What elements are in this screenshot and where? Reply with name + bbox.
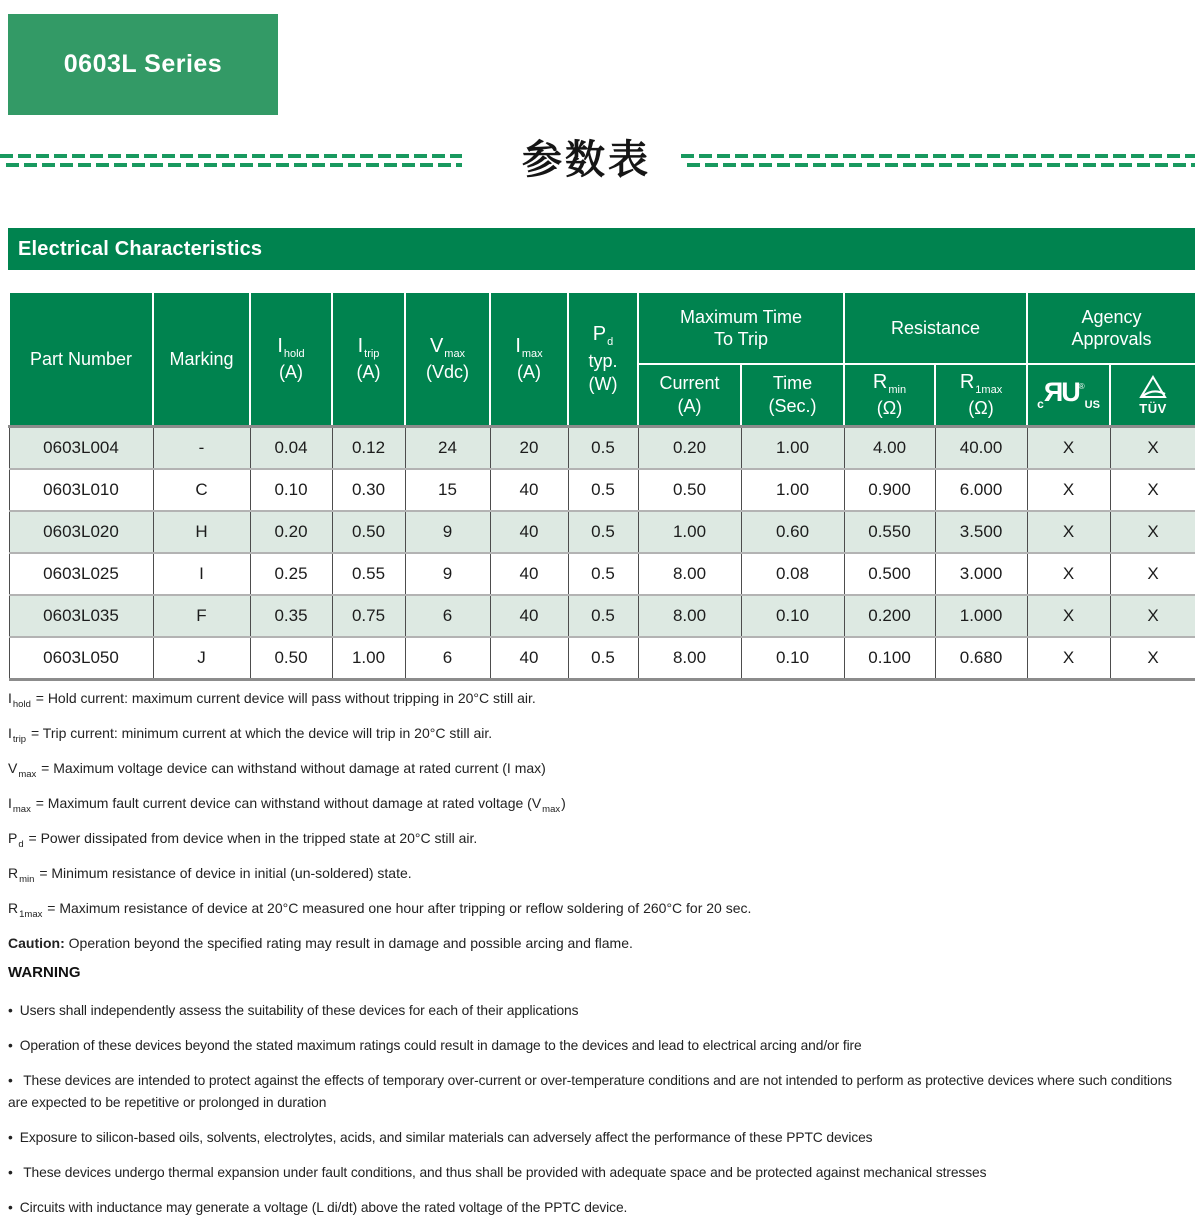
table-cell: 1.000 [935, 595, 1027, 637]
table-cell: 0.5 [568, 511, 638, 553]
table-cell: 0.200 [844, 595, 935, 637]
table-cell: X [1110, 511, 1195, 553]
table-cell: 0.12 [332, 426, 405, 469]
footnotes [8, 684, 1189, 958]
notes-section [8, 684, 1189, 1219]
table-cell: 40 [490, 637, 568, 680]
footnote-line: Caution: Operation beyond the specified rating may result in damage and possible arcing and flame. [8, 935, 633, 951]
table-cell: 0.75 [332, 595, 405, 637]
spec-table [8, 291, 1195, 681]
table-cell: 6 [405, 595, 490, 637]
group-header-resistance: Resistance [844, 292, 1027, 364]
table-cell: 0.10 [250, 469, 332, 511]
table-cell: X [1027, 426, 1110, 469]
table-cell: X [1110, 426, 1195, 469]
col-header-tuv [1110, 364, 1195, 426]
table-cell: 0.25 [250, 553, 332, 595]
col-header-imax: $I_{max}$ (A) [490, 292, 568, 426]
table-row [9, 595, 1195, 637]
table-cell: 0.50 [332, 511, 405, 553]
col-header-r1max: $R_{1max}$ (Ω) [935, 364, 1027, 426]
footnote-line: $I_{max}$ = Maximum fault current device can withstand without damage at rated voltage $(V_{max})$ [8, 795, 566, 815]
table-cell: X [1027, 511, 1110, 553]
warning-bullet: • These devices are intended to protect against the effects of temporary over-current or over-temperature conditions and are not intended to perform as protective devices where such conditions are expected to be repetitive or prolonged in duration [8, 1073, 1176, 1110]
table-cell: 40.00 [935, 426, 1027, 469]
table-cell: 24 [405, 426, 490, 469]
series-badge-label: 0603L Series [63, 50, 223, 78]
table-cell: 0.5 [568, 553, 638, 595]
table-cell: 0.50 [250, 637, 332, 680]
table-cell: H [153, 511, 250, 553]
electrical-characteristics-table [8, 291, 1195, 681]
table-cell: 0.20 [250, 511, 332, 553]
footnote-line: $R_{1max}$ = Maximum resistance of device at 20°C measured one hour after tripping or reflow soldering of 260°C for 20 sec. [8, 900, 752, 920]
table-row [9, 511, 1195, 553]
table-cell: X [1110, 595, 1195, 637]
table-cell: 8.00 [638, 595, 741, 637]
table-cell: 1.00 [741, 469, 844, 511]
table-cell: 0603L050 [9, 637, 153, 680]
table-cell: 0.10 [741, 595, 844, 637]
table-cell: 0.60 [741, 511, 844, 553]
col-header-ihold: $I_{hold}$ (A) [250, 292, 332, 426]
table-row [9, 553, 1195, 595]
table-cell: 0.550 [844, 511, 935, 553]
table-cell: 9 [405, 511, 490, 553]
table-cell: 0603L035 [9, 595, 153, 637]
table-row [9, 637, 1195, 680]
table-cell: 0.5 [568, 426, 638, 469]
footnote-line: $I_{trip}$ = Trip current: minimum current at which the device will trip in 20°C still air. [8, 725, 493, 745]
footnote-line: $R_{min}$ = Minimum resistance of device in initial (un-soldered) state. [8, 865, 412, 885]
tuv-icon [1138, 375, 1168, 400]
table-cell: 6.000 [935, 469, 1027, 511]
table-row [9, 426, 1195, 469]
table-cell: X [1027, 469, 1110, 511]
table-cell: 9 [405, 553, 490, 595]
table-cell: 0.10 [741, 637, 844, 680]
warning-bullet: • These devices undergo thermal expansion under fault conditions, and thus shall be provided with adequate space and be protected against mechanical stresses [8, 1165, 987, 1180]
table-cell: I [153, 553, 250, 595]
group-header-agency-approvals: Agency Approvals [1027, 292, 1195, 364]
table-cell: C [153, 469, 250, 511]
col-header-ul [1027, 364, 1110, 426]
table-cell: 1.00 [741, 426, 844, 469]
col-header-part-number: Part Number [9, 292, 153, 426]
table-cell: 0.900 [844, 469, 935, 511]
footnote-line: $P_d$ = Power dissipated from device when in the tripped state at 20°C still air. [8, 830, 478, 850]
table-cell: 0603L004 [9, 426, 153, 469]
table-cell: F [153, 595, 250, 637]
table-cell: 4.00 [844, 426, 935, 469]
table-cell: X [1027, 595, 1110, 637]
table-cell: 3.000 [935, 553, 1027, 595]
col-header-time: Time (Sec.) [741, 364, 844, 426]
table-cell: 0603L010 [9, 469, 153, 511]
col-header-vmax: $V_{max}$ (Vdc) [405, 292, 490, 426]
col-header-itrip: $I_{trip}$ (A) [332, 292, 405, 426]
table-cell: 1.00 [638, 511, 741, 553]
table-cell: 0.5 [568, 595, 638, 637]
col-header-marking: Marking [153, 292, 250, 426]
warning-title: WARNING [8, 964, 81, 981]
section-header-label: Electrical Characteristics [18, 237, 263, 260]
warning-bullet: • Circuits with inductance may generate a voltage (L di/dt) above the rated voltage of the PPTC device. [8, 1200, 628, 1215]
table-cell: 0.680 [935, 637, 1027, 680]
table-cell: J [153, 637, 250, 680]
table-cell: 0.08 [741, 553, 844, 595]
table-body [9, 426, 1195, 679]
table-cell: 15 [405, 469, 490, 511]
table-cell: 0.30 [332, 469, 405, 511]
table-cell: 0603L020 [9, 511, 153, 553]
table-cell: 40 [490, 511, 568, 553]
ul-recognized-icon: $_cЯU®_{US}$ [1037, 377, 1100, 412]
table-cell: 40 [490, 553, 568, 595]
table-cell: 0.55 [332, 553, 405, 595]
group-header-max-time-to-trip: Maximum Time To Trip [638, 292, 844, 364]
table-row [9, 469, 1195, 511]
table-cell: X [1027, 553, 1110, 595]
table-cell: 0603L025 [9, 553, 153, 595]
table-cell: 8.00 [638, 553, 741, 595]
warning-bullets [8, 1000, 1189, 1219]
table-cell: 20 [490, 426, 568, 469]
table-cell: 0.500 [844, 553, 935, 595]
table-cell: 0.100 [844, 637, 935, 680]
header-row-groups [9, 292, 1195, 364]
table-cell: 0.04 [250, 426, 332, 469]
table-cell: 40 [490, 469, 568, 511]
col-header-pd: $P_d$ typ. (W) [568, 292, 638, 426]
col-header-rmin: $R_{min}$ (Ω) [844, 364, 935, 426]
warning-bullet: • Exposure to silicon-based oils, solvents, electrolytes, acids, and similar materials can adversely affect the performance of these PPTC devices [8, 1130, 873, 1145]
table-cell: X [1110, 637, 1195, 680]
page-title: 参数表 [522, 136, 651, 183]
tuv-label: TÜV [1139, 400, 1167, 416]
table-cell: 0.20 [638, 426, 741, 469]
table-cell: 8.00 [638, 637, 741, 680]
table-cell: - [153, 426, 250, 469]
section-header-bar [8, 228, 1195, 270]
table-cell: X [1110, 553, 1195, 595]
table-cell: 3.500 [935, 511, 1027, 553]
table-cell: 40 [490, 595, 568, 637]
series-badge [8, 14, 278, 115]
footnote-line: $I_{hold}$ = Hold current: maximum current device will pass without tripping in 20°C still air. [8, 690, 536, 710]
table-cell: 0.5 [568, 637, 638, 680]
page-title-band [0, 132, 1195, 188]
table-cell: 0.50 [638, 469, 741, 511]
table-cell: 6 [405, 637, 490, 680]
dashed-rule-left [0, 152, 462, 168]
footnote-line: $V_{max}$ = Maximum voltage device can withstand without damage at rated current (I max) [8, 760, 546, 780]
table-cell: X [1027, 637, 1110, 680]
col-header-current: Current (A) [638, 364, 741, 426]
dashed-rule-right [681, 152, 1195, 168]
table-cell: 1.00 [332, 637, 405, 680]
table-cell: X [1110, 469, 1195, 511]
warning-bullet: • Users shall independently assess the suitability of these devices for each of their applications [8, 1003, 579, 1018]
warning-bullet: • Operation of these devices beyond the stated maximum ratings could result in damage to the devices and lead to electrical arcing and/or fire [8, 1038, 862, 1053]
table-cell: 0.35 [250, 595, 332, 637]
table-cell: 0.5 [568, 469, 638, 511]
